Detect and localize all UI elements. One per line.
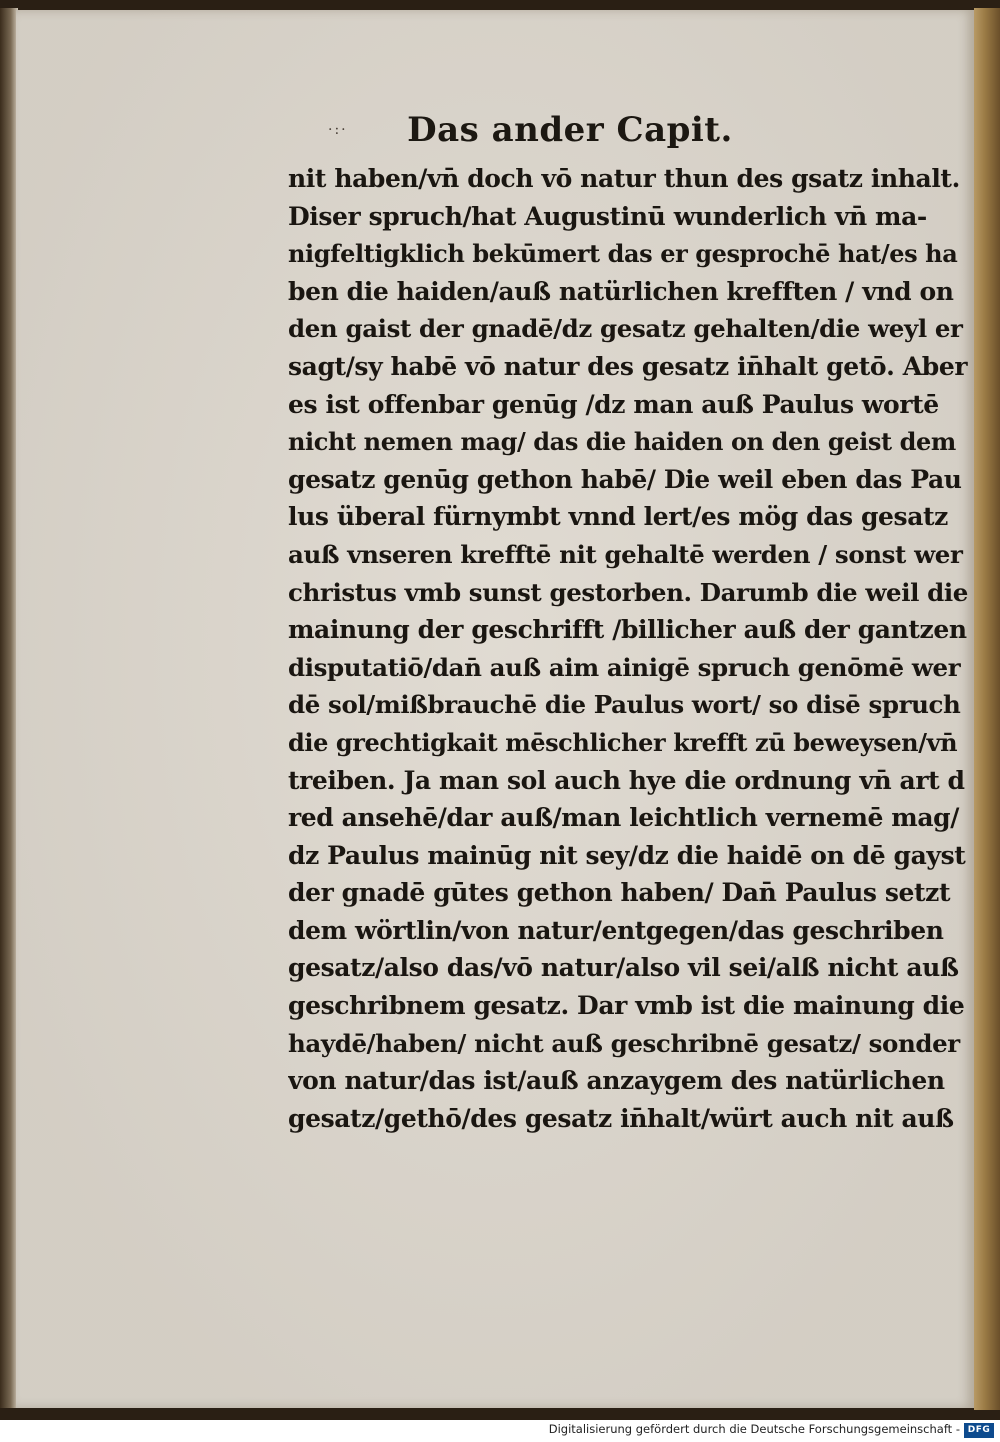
text-line: nigfeltigklich bekūmert das er gesprochē hat/es ha — [288, 239, 958, 269]
book-page — [16, 10, 974, 1408]
footer-bar — [0, 1420, 1000, 1442]
text-line: nit haben/vn̄ doch vō natur thun des gsatz inhalt. — [288, 164, 960, 193]
text-line: ben die haiden/auß natürlichen krefften / vnd on — [288, 276, 954, 306]
page-stack-edge — [974, 8, 1000, 1410]
running-head: Das ander Capit. — [407, 110, 733, 150]
text-line: disputatiō/dan̄ auß aim ainigē spruch genōmē wer — [288, 652, 961, 682]
dfg-logo: DFG — [964, 1423, 994, 1438]
text-line: lus überal fürnymbt vnnd lert/es mög das gesatz — [288, 502, 948, 532]
text-line: sagt/sy habē vō natur des gesatz in̄halt getō. Aber — [288, 351, 968, 381]
text-line: nicht nemen mag/ das die haiden on den geist dem — [288, 427, 956, 457]
text-line: gesatz/gethō/des gesatz in̄halt/würt auch nit auß — [288, 1103, 954, 1133]
text-line: christus vmb sunst gestorben. Darumb die weil die — [288, 577, 968, 607]
text-line: Diser spruch/hat Augustinū wunderlich vn̄ ma- — [288, 201, 927, 231]
footer-credit: Digitalisierung gefördert durch die Deutsche Forschungsgemeinschaft - — [548, 1422, 960, 1436]
text-line: red ansehē/dar auß/man leichtlich vernemē mag/ — [288, 803, 959, 833]
text-line: haydē/haben/ nicht auß geschribnē gesatz/ sonder — [288, 1028, 960, 1058]
text-block — [288, 160, 968, 1137]
text-line: auß vnseren krefftē nit gehaltē werden / sonst wer — [288, 539, 963, 569]
text-line: von natur/das ist/auß anzaygem des natürlichen — [288, 1066, 945, 1096]
text-line: mainung der geschrifft /billicher auß der gantzen — [288, 615, 967, 645]
text-line: es ist offenbar genūg /dz man auß Paulus wortē — [288, 389, 939, 419]
ornament-mark: ·:· — [328, 122, 348, 138]
text-line: gesatz genūg gethon habē/ Die weil eben das Pau — [288, 464, 962, 494]
text-line: geschribnem gesatz. Dar vmb ist die mainung die — [288, 991, 965, 1021]
text-line: dem wörtlin/von natur/entgegen/das geschriben — [288, 915, 944, 945]
text-line: treiben. Ja man sol auch hye die ordnung vn̄ art d — [288, 765, 965, 795]
text-line: die grechtigkait mēschlicher krefft zū beweysen/vn̄ — [288, 727, 958, 757]
text-line: den gaist der gnadē/dz gesatz gehalten/die weyl er — [288, 314, 963, 344]
text-line: der gnadē gūtes gethon haben/ Dan̄ Paulus setzt — [288, 878, 951, 908]
text-line: dz Paulus mainūg nit sey/dz die haidē on dē gayst — [288, 840, 966, 870]
text-line: dē sol/mißbrauchē die Paulus wort/ so disē spruch — [288, 690, 961, 720]
text-line: gesatz/also das/vō natur/also vil sei/alß nicht auß — [288, 953, 959, 983]
